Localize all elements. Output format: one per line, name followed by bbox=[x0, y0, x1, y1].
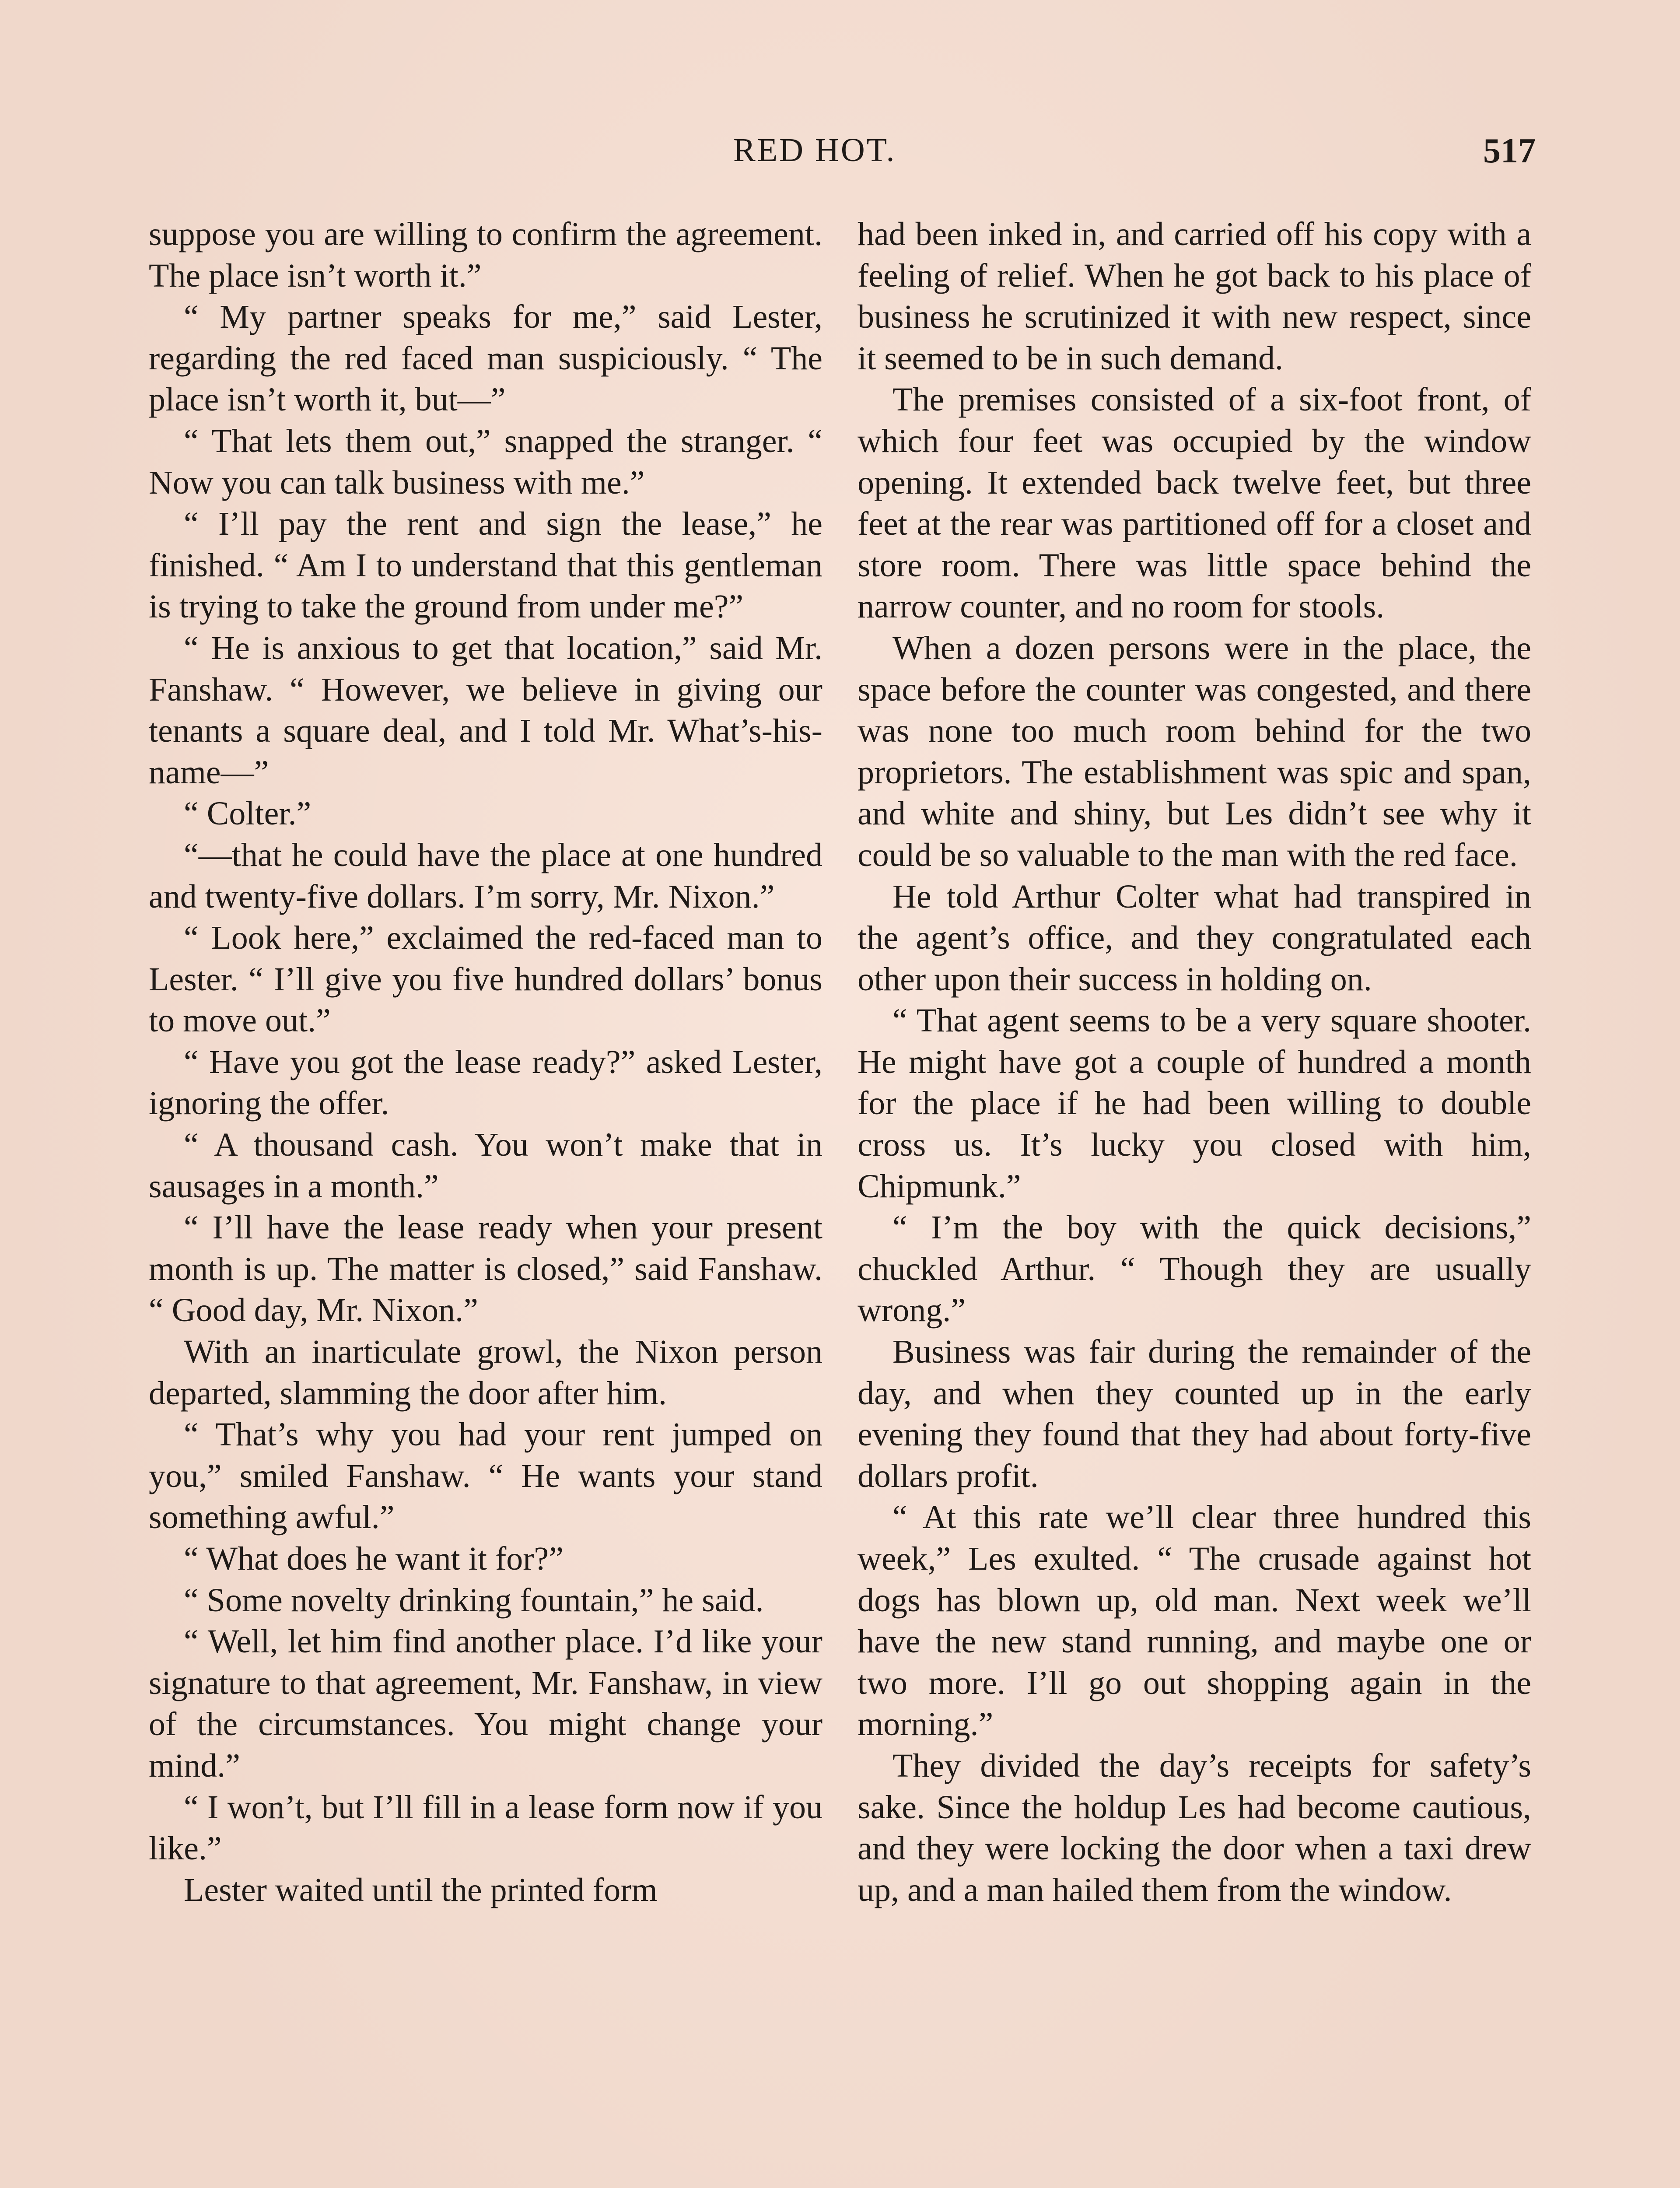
paragraph: “ A thousand cash. You won’t make that in sausages in a month.” bbox=[149, 1126, 822, 1205]
paragraph: They divided the day’s receipts for safety’s sake. Since the holdup Les had become cautious, and they were locking the door when a taxi drew up, and a man hailed them from the window. bbox=[858, 1747, 1531, 1908]
paragraph: Business was fair during the remainder of the day, and when they counted up in the early evening they found that they had about forty-five dollars profit. bbox=[858, 1333, 1531, 1494]
paragraph: suppose you are willing to confirm the agreement. The place isn’t worth it.” bbox=[149, 216, 822, 294]
text-column-right bbox=[858, 214, 1531, 1911]
running-head: RED HOT. bbox=[733, 132, 896, 168]
paragraph: “ What does he want it for?” bbox=[184, 1540, 564, 1577]
paragraph: “ Some novelty drinking fountain,” he said. bbox=[184, 1581, 764, 1619]
paragraph: The premises consisted of a six-foot front, of which four feet was occupied by the window opening. It extended back twelve feet, but three feet at the rear was partitioned off for a closet and store room. There was little space behind the narrow counter, and no room for stools. bbox=[858, 381, 1531, 625]
paragraph: “ That’s why you had your rent jumped on you,” smiled Fanshaw. “ He wants your stand something awful.” bbox=[149, 1416, 822, 1536]
paragraph: “ Well, let him find another place. I’d like your signature to that agreement, Mr. Fanshaw, in view of the circumstances. You might change your mind.” bbox=[149, 1623, 822, 1784]
paragraph: “ My partner speaks for me,” said Lester, regarding the red faced man suspiciously. “ The place isn’t worth it, but—” bbox=[149, 298, 822, 418]
paragraph: “ Have you got the lease ready?” asked Lester, ignoring the offer. bbox=[149, 1043, 822, 1122]
paragraph: With an inarticulate growl, the Nixon person departed, slamming the door after him. bbox=[149, 1333, 822, 1412]
paragraph: had been inked in, and carried off his copy with a feeling of relief. When he got back to his place of business he scrutinized it with new respect, since it seemed to be in such demand. bbox=[858, 216, 1531, 377]
paragraph: “ He is anxious to get that location,” said Mr. Fanshaw. “ However, we believe in giving our tenants a square deal, and I told Mr. What’s-his-name—” bbox=[149, 629, 822, 791]
paragraph: “ I won’t, but I’ll fill in a lease form now if you like.” bbox=[149, 1788, 822, 1867]
paragraph: “ At this rate we’ll clear three hundred this week,” Les exulted. “ The crusade against hot dogs has blown up, old man. Next week we’ll have the new stand running, and maybe one or two more. I’ll go out shopping again in the morning.” bbox=[858, 1499, 1531, 1743]
paragraph: He told Arthur Colter what had transpired in the agent’s office, and they congratulated each other upon their success in holding on. bbox=[858, 878, 1531, 998]
paragraph: When a dozen persons were in the place, the space before the counter was congested, and there was none too much room behind for the two proprietors. The establishment was spic and span, and white and shiny, but Les didn’t see why it could be so valuable to the man with the red face. bbox=[858, 629, 1531, 873]
paragraph: “—that he could have the place at one hundred and twenty-five dollars. I’m sorry, Mr. Nixon.” bbox=[149, 836, 822, 915]
paragraph: “ That agent seems to be a very square shooter. He might have got a couple of hundred a month for the place if he had been willing to double cross us. It’s lucky you closed with him, Chipmunk.” bbox=[858, 1002, 1531, 1205]
paragraph: “ Look here,” exclaimed the red-faced man to Lester. “ I’ll give you five hundred dollars’ bonus to move out.” bbox=[149, 919, 822, 1039]
paragraph: Lester waited until the printed form bbox=[184, 1871, 658, 1908]
paragraph: “ That lets them out,” snapped the stranger. “ Now you can talk business with me.” bbox=[149, 422, 822, 501]
paragraph: “ Colter.” bbox=[184, 795, 312, 832]
paragraph: “ I’ll pay the rent and sign the lease,” he finished. “ Am I to understand that this gentleman is trying to take the ground from under me?” bbox=[149, 505, 822, 625]
text-column-left bbox=[149, 214, 822, 1911]
paragraph: “ I’m the boy with the quick decisions,” chuckled Arthur. “ Though they are usually wrong.” bbox=[858, 1209, 1531, 1329]
page-number: 517 bbox=[1483, 132, 1536, 170]
paragraph: “ I’ll have the lease ready when your present month is up. The matter is closed,” said Fanshaw. “ Good day, Mr. Nixon.” bbox=[149, 1209, 822, 1329]
